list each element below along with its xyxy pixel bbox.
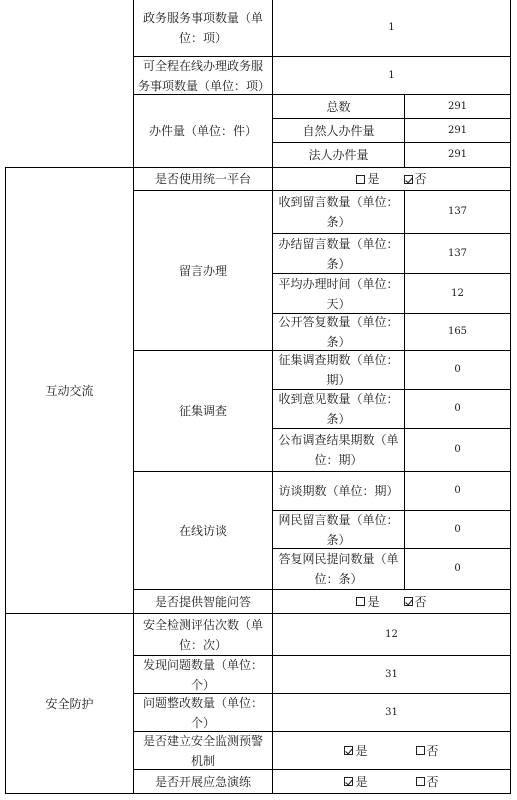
- unified-platform-label: 是否使用统一平台: [154, 172, 251, 186]
- warning-options: [273, 732, 510, 769]
- opinions-label: 收到意见数量（单位：条）: [278, 392, 399, 426]
- unified-platform-options: [273, 168, 510, 190]
- natural-label: 自然人办件量: [302, 123, 375, 138]
- received-value: 137: [447, 206, 468, 217]
- eval-value: 12: [385, 628, 398, 640]
- checked-checkbox-icon: [404, 175, 413, 184]
- warning-no[interactable]: 否: [416, 741, 439, 761]
- unified-platform-yes[interactable]: 是: [356, 169, 379, 189]
- fixed-value: 31: [385, 706, 398, 718]
- volume-label: 办件量（单位：件）: [148, 124, 257, 138]
- warning-label: 是否建立安全监测预警机制: [142, 733, 263, 768]
- checkbox-icon: [356, 175, 365, 184]
- total-label: 总数: [326, 99, 351, 114]
- avg-time-value: 12: [451, 287, 464, 299]
- eval-label: 安全检测评估次数（单位：次）: [142, 617, 263, 652]
- warning-yes[interactable]: 是: [344, 741, 367, 761]
- checked-checkbox-icon: [344, 777, 353, 786]
- public-reply-value: 165: [447, 326, 468, 337]
- legal-value: 291: [447, 149, 468, 160]
- online-items-label: 可全程在线办理政务服务事项数量（单位：项）: [138, 58, 271, 93]
- drill-options: [273, 770, 510, 793]
- found-label: 发现问题数量（单位：个）: [142, 657, 263, 692]
- survey-periods-value: 0: [454, 364, 461, 375]
- unified-platform-no[interactable]: 否: [404, 169, 427, 189]
- smart-qa-no[interactable]: 否: [404, 592, 427, 612]
- legal-label: 法人办件量: [308, 148, 369, 162]
- results-label: 公布调查结果期数（单位：期）: [278, 433, 399, 467]
- interview-periods-value: 0: [454, 485, 461, 496]
- fixed-label: 问题整改数量（单位：个）: [142, 695, 263, 730]
- online-items-value: 1: [388, 69, 395, 81]
- netizen-msgs-label: 网民留言数量（单位：条）: [278, 512, 399, 547]
- received-label: 收到留言数量（单位：条）: [278, 195, 399, 229]
- interaction-section-label: 互动交流: [45, 383, 94, 398]
- row-divider: [5, 793, 511, 794]
- drill-no[interactable]: 否: [416, 772, 439, 792]
- results-value: 0: [454, 444, 461, 455]
- gov-items-label: 政务服务事项数量（单位：项）: [142, 11, 263, 45]
- handled-value: 137: [447, 247, 468, 259]
- drill-label: 是否开展应急演练: [154, 774, 251, 789]
- checkbox-icon: [356, 597, 365, 606]
- handled-label: 办结留言数量（单位：条）: [278, 236, 399, 271]
- survey-periods-label: 征集调查期数（单位：期）: [278, 353, 399, 387]
- answers-label: 答复网民提问数量（单位：条）: [278, 552, 399, 586]
- public-reply-label: 公开答复数量（单位：条）: [278, 315, 399, 349]
- opinions-value: 0: [454, 403, 461, 414]
- checked-checkbox-icon: [404, 597, 413, 606]
- avg-time-label: 平均办理时间（单位：天）: [278, 276, 399, 311]
- checkbox-icon: [416, 746, 425, 755]
- drill-yes[interactable]: 是: [344, 772, 367, 792]
- natural-value: 291: [447, 124, 468, 136]
- answers-value: 0: [454, 563, 461, 574]
- message-group-label: 留言办理: [178, 263, 227, 278]
- smart-qa-label: 是否提供智能问答: [154, 594, 251, 609]
- gov-items-value: 1: [388, 22, 395, 33]
- security-section-label: 安全防护: [45, 696, 94, 711]
- netizen-msgs-value: 0: [454, 523, 461, 535]
- survey-group-label: 征集调查: [178, 404, 227, 418]
- interview-periods-label: 访谈期数（单位：期）: [278, 484, 399, 498]
- smart-qa-options: [273, 590, 510, 613]
- checkbox-icon: [416, 777, 425, 786]
- found-value: 31: [385, 668, 398, 680]
- checked-checkbox-icon: [344, 746, 353, 755]
- col-divider: [510, 0, 511, 794]
- smart-qa-yes[interactable]: 是: [356, 592, 379, 612]
- total-value: 291: [447, 100, 468, 112]
- interview-group-label: 在线访谈: [178, 523, 227, 538]
